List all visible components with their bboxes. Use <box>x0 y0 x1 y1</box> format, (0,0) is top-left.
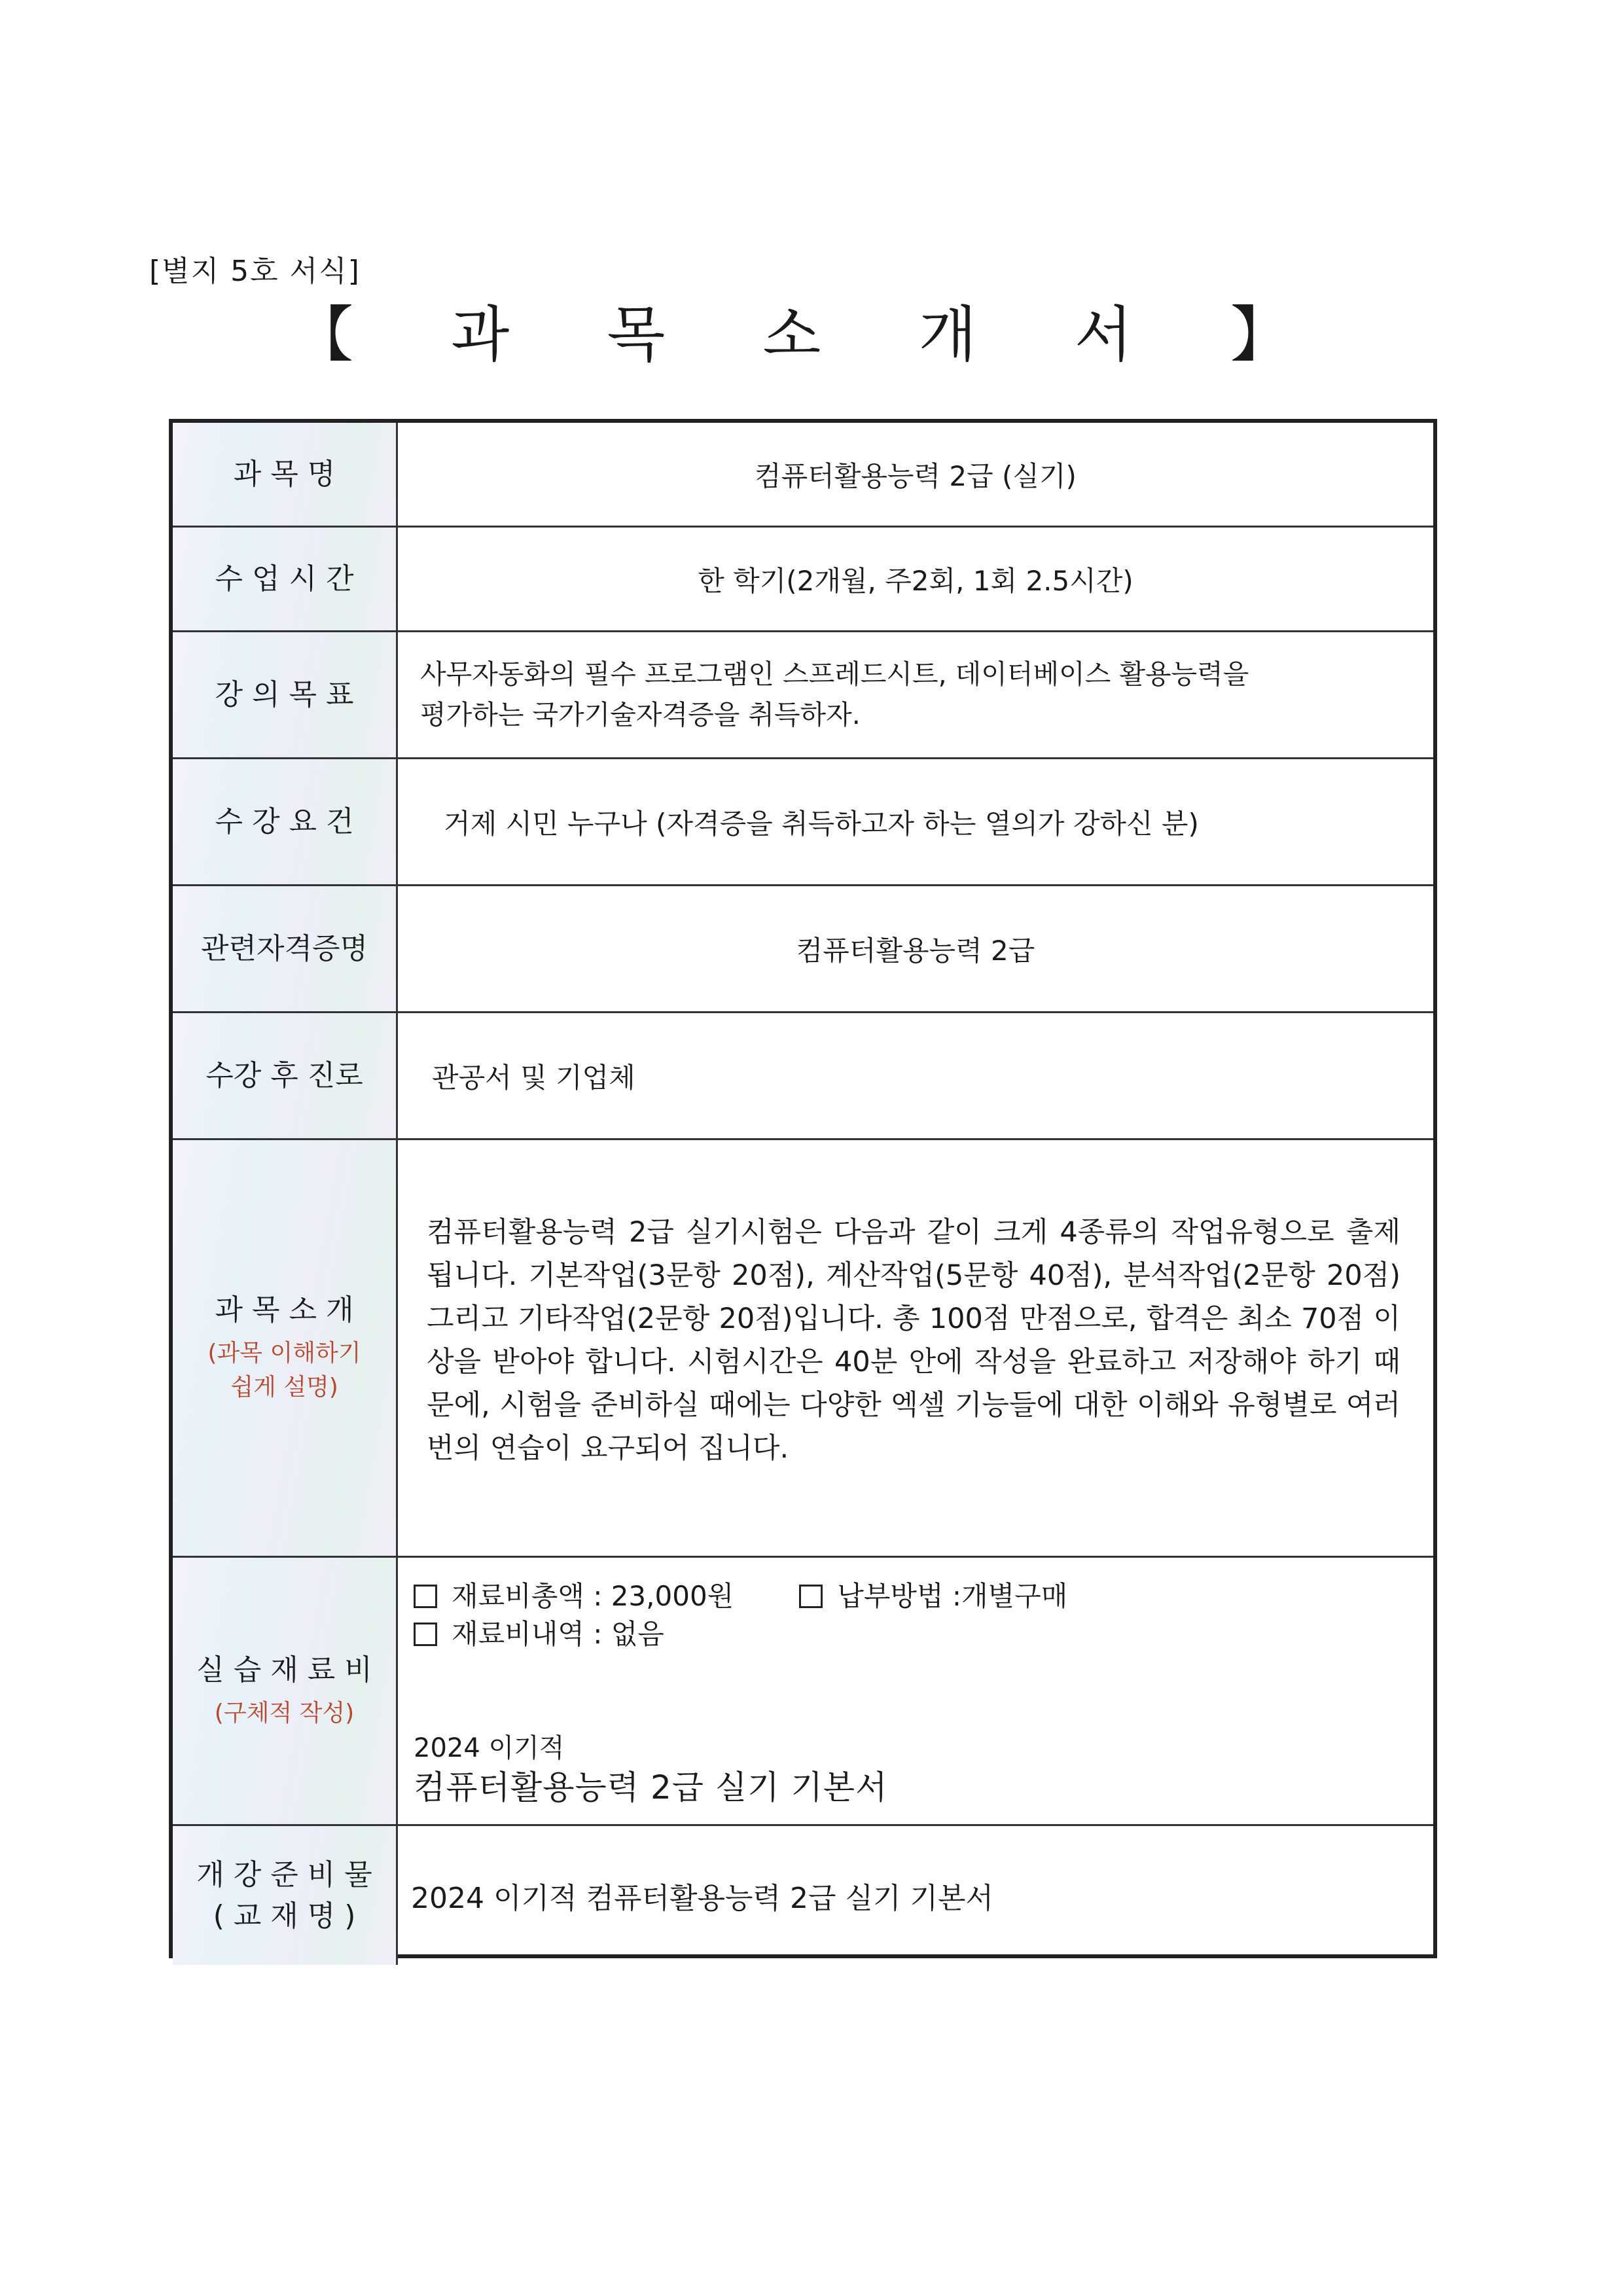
subject-label: 과 목 명 <box>233 457 336 491</box>
form-number: [별지 5호 서식] <box>149 255 361 288</box>
objective-label: 강 의 목 표 <box>215 677 354 711</box>
objective-label-cell <box>173 632 398 759</box>
materials-sublabel: (구체적 작성) <box>214 1700 355 1727</box>
total-cost-checkbox[interactable] <box>414 1585 437 1608</box>
introduction-value-cell <box>398 1140 1433 1558</box>
materials-book-year: 2024 이기적 <box>414 1733 565 1763</box>
career-value-cell <box>398 1013 1433 1140</box>
textbook-label-cell <box>173 1826 398 1965</box>
career-label-cell <box>173 1013 398 1140</box>
materials-label-cell <box>173 1558 398 1826</box>
duration-value-cell <box>398 528 1433 632</box>
duration-label-cell <box>173 528 398 632</box>
introduction-label-cell <box>173 1140 398 1558</box>
breakdown-checkbox[interactable] <box>414 1623 437 1646</box>
requirement-label: 수 강 요 건 <box>215 804 354 838</box>
materials-label: 실 습 재 료 비 <box>196 1653 372 1687</box>
certificate-value-cell <box>398 886 1433 1013</box>
certificate-label-cell <box>173 886 398 1013</box>
requirement-value: 거제 시민 누구나 (자격증을 취득하고자 하는 열의가 강하신 분) <box>444 807 1199 840</box>
materials-cost-row <box>414 1577 1067 1615</box>
textbook-value: 2024 이기적 컴퓨터활용능력 2급 실기 기본서 <box>411 1882 993 1915</box>
career-label: 수강 후 진로 <box>205 1058 363 1092</box>
certificate-label: 관련자격증명 <box>200 931 368 965</box>
career-value: 관공서 및 기업체 <box>432 1061 635 1094</box>
requirement-value-cell <box>398 759 1433 886</box>
materials-book-title: 컴퓨터활용능력 2급 실기 기본서 <box>414 1768 888 1806</box>
objective-value: 사무자동화의 필수 프로그램인 스프레드시트, 데이터베이스 활용능력을 평가하는 국가기술자격증을 취득하자. <box>420 658 1249 730</box>
introduction-sublabel: (과목 이해하기 쉽게 설명) <box>207 1339 361 1401</box>
payment-method-text: 납부방법 :개별구매 <box>837 1580 1068 1612</box>
objective-value-cell <box>398 632 1433 759</box>
document-title: 【 과 목 소 개 서 】 <box>293 300 1330 370</box>
duration-value: 한 학기(2개월, 주2회, 1회 2.5시간) <box>698 564 1133 597</box>
payment-method-checkbox[interactable] <box>799 1585 823 1608</box>
textbook-sublabel: ( 교 재 명 ) <box>213 1899 356 1933</box>
materials-value-cell <box>398 1558 1433 1826</box>
certificate-value: 컴퓨터활용능력 2급 <box>796 934 1035 967</box>
subject-value-cell <box>398 423 1433 528</box>
course-introduction-table <box>169 419 1437 1958</box>
subject-label-cell <box>173 423 398 528</box>
textbook-value-cell <box>398 1826 1433 1965</box>
introduction-label: 과 목 소 개 <box>215 1293 354 1327</box>
subject-value: 컴퓨터활용능력 2급 (실기) <box>755 459 1077 492</box>
duration-label: 수 업 시 간 <box>215 562 354 596</box>
requirement-label-cell <box>173 759 398 886</box>
textbook-label: 개 강 준 비 물 <box>196 1857 372 1892</box>
total-cost-text: 재료비총액 : 23,000원 <box>452 1580 734 1612</box>
breakdown-text: 재료비내역 : 없음 <box>452 1618 664 1650</box>
materials-breakdown-row <box>414 1615 664 1653</box>
introduction-description: 컴퓨터활용능력 2급 실기시험은 다음과 같이 크게 4종류의 작업유형으로 출제됩니다. 기본작업(3문항 20점), 계산작업(5문항 40점), 분석작업(2문항 20점) 그리고 기타작업(2문항 20점)입니다. 총 100점 만점으로, 합격은 최소 70점 이상을 받아야 합니다. 시험시간은 40분 안에 작성을 완료하고 저장해야 하기 때문에, 시험을 준비하실 때에는 다양한 엑셀 기능들에 대한 이해와 유형별로 여러 번의 연습이 요구되어 집니다. <box>427 1215 1400 1465</box>
